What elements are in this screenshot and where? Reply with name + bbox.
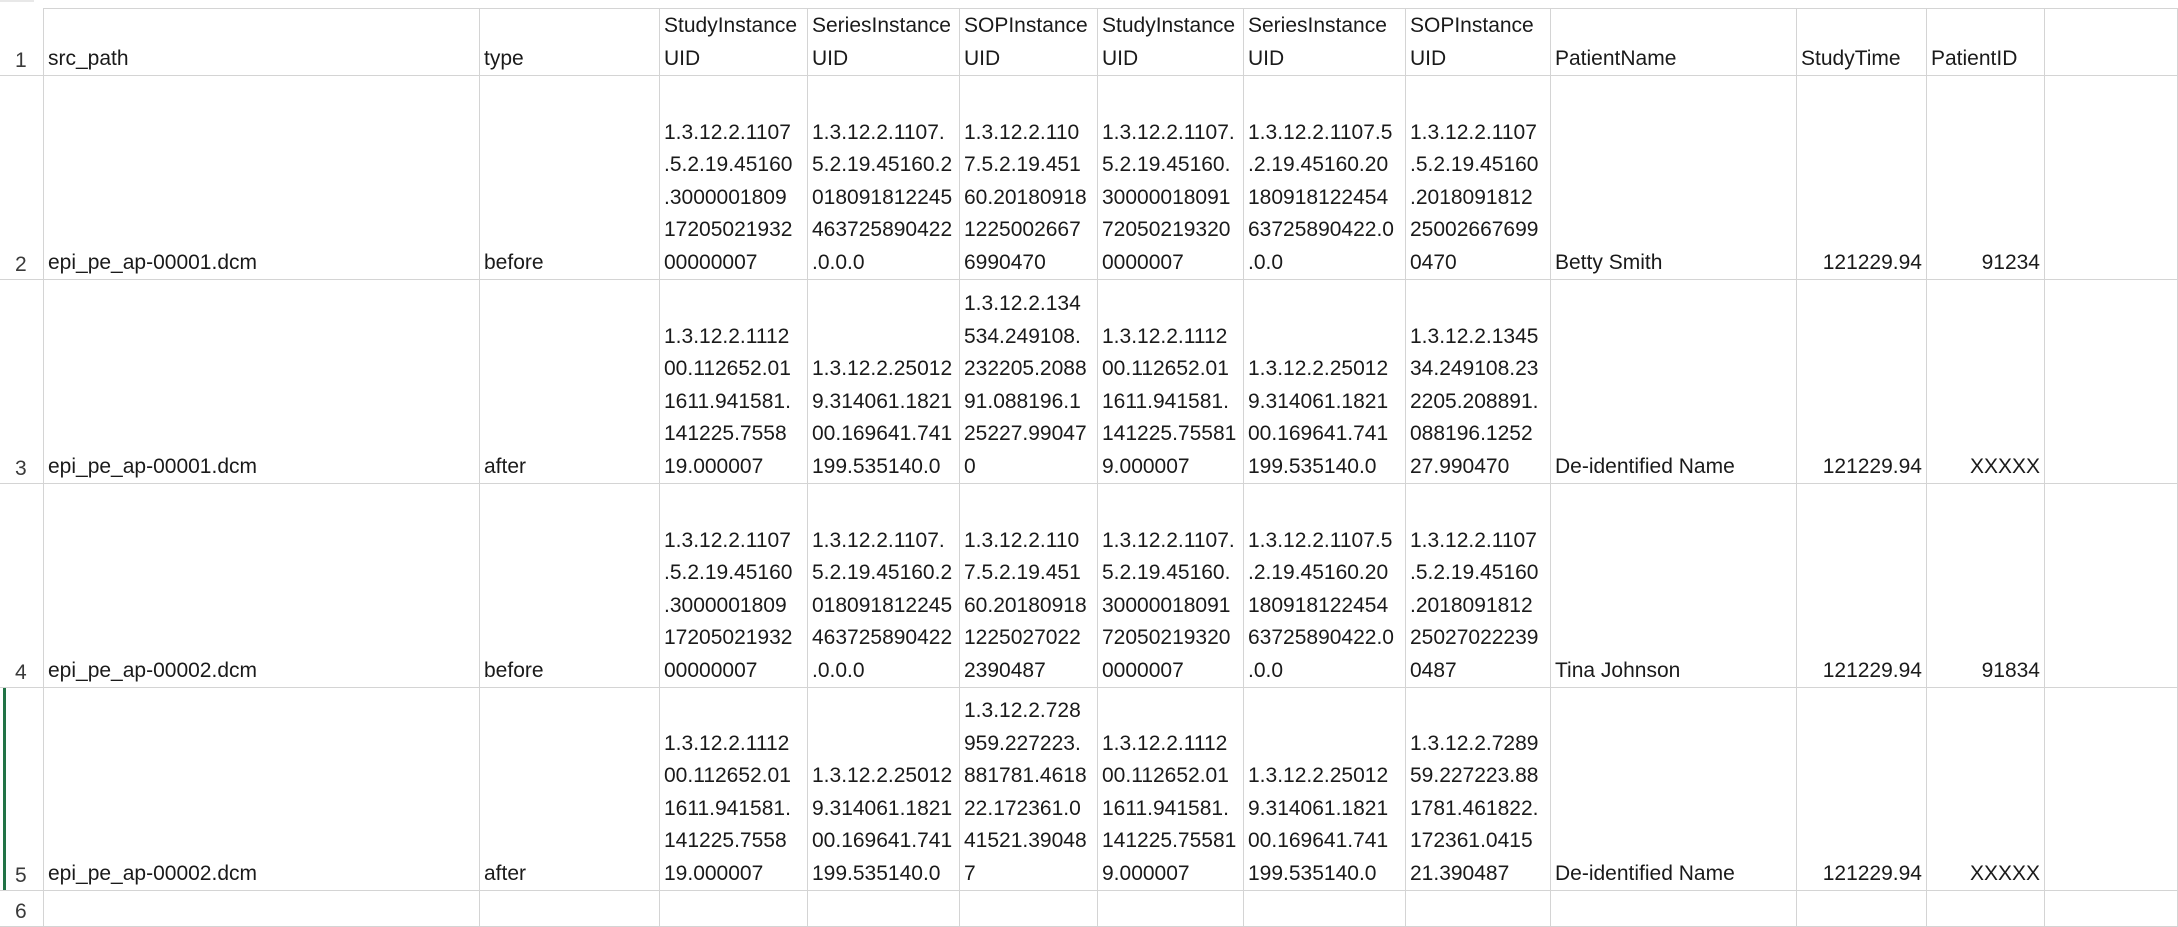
row-number[interactable]: 1	[0, 8, 44, 76]
active-row-marker	[3, 688, 6, 890]
table-cell[interactable]: XXXXX	[1927, 688, 2045, 891]
table-cell[interactable]: 1.3.12.2.1107.5 .2.19.45160.20 180918122454 63725890422.0 .0.0	[1244, 76, 1406, 280]
table-cell[interactable]: epi_pe_ap-00001.dcm	[44, 76, 480, 280]
table-cell[interactable]: 1.3.12.2.7289 59.227223.88 1781.461822. 172361.0415 21.390487	[1406, 688, 1551, 891]
table-cell[interactable]	[808, 891, 960, 927]
table-cell[interactable]	[2045, 76, 2178, 280]
header-cell[interactable]: type	[480, 8, 660, 76]
table-cell[interactable]: 1.3.12.2.1107 .5.2.19.45160 .3000001809 17205021932 00000007	[660, 76, 808, 280]
header-cell[interactable]	[2045, 8, 2178, 76]
table-cell[interactable]: De-identified Name	[1551, 688, 1797, 891]
table-cell[interactable]: epi_pe_ap-00002.dcm	[44, 688, 480, 891]
table-cell[interactable]: Betty Smith	[1551, 76, 1797, 280]
table-cell[interactable]: De-identified Name	[1551, 280, 1797, 484]
table-cell[interactable]: 1.3.12.2.728 959.227223. 881781.4618 22.172361.0 41521.39048 7	[960, 688, 1098, 891]
table-cell[interactable]	[480, 891, 660, 927]
header-cell[interactable]: PatientName	[1551, 8, 1797, 76]
table-cell[interactable]: 1.3.12.2.25012 9.314061.1821 00.169641.741 199.535140.0	[1244, 688, 1406, 891]
table-cell[interactable]	[1797, 891, 1927, 927]
table-cell[interactable]: 1.3.12.2.1107 .5.2.19.45160 .3000001809 17205021932 00000007	[660, 484, 808, 688]
table-cell[interactable]	[2045, 280, 2178, 484]
table-cell[interactable]: epi_pe_ap-00002.dcm	[44, 484, 480, 688]
table-cell[interactable]	[1927, 891, 2045, 927]
table-cell[interactable]	[2045, 688, 2178, 891]
table-cell[interactable]: 1.3.12.2.1112 00.112652.01 1611.941581. 141225.7558 19.000007	[660, 688, 808, 891]
table-cell[interactable]: Tina Johnson	[1551, 484, 1797, 688]
header-cell[interactable]: PatientID	[1927, 8, 2045, 76]
table-cell[interactable]	[660, 891, 808, 927]
table-cell[interactable]: 1.3.12.2.134 534.249108. 232205.2088 91.088196.1 25227.99047 0	[960, 280, 1098, 484]
table-cell[interactable]: 1.3.12.2.110 7.5.2.19.451 60.20180918 1225002667 6990470	[960, 76, 1098, 280]
table-cell[interactable]: 121229.94	[1797, 280, 1927, 484]
header-cell[interactable]: StudyInstance UID	[660, 8, 808, 76]
table-cell[interactable]: 1.3.12.2.25012 9.314061.1821 00.169641.741 199.535140.0	[808, 688, 960, 891]
table-cell[interactable]: 1.3.12.2.1107. 5.2.19.45160. 30000018091 72050219320 0000007	[1098, 76, 1244, 280]
row-number[interactable]: 2	[0, 76, 44, 280]
table-cell[interactable]: 1.3.12.2.25012 9.314061.1821 00.169641.741 199.535140.0	[1244, 280, 1406, 484]
table-cell[interactable]: before	[480, 484, 660, 688]
table-cell[interactable]: 1.3.12.2.25012 9.314061.1821 00.169641.741 199.535140.0	[808, 280, 960, 484]
table-cell[interactable]: 1.3.12.2.1107 .5.2.19.45160 .2018091812 25002667699 0470	[1406, 76, 1551, 280]
row-number[interactable]: 6	[0, 891, 44, 927]
table-cell[interactable]: 1.3.12.2.1107.5 .2.19.45160.20 180918122454 63725890422.0 .0.0	[1244, 484, 1406, 688]
row-number[interactable]: 4	[0, 484, 44, 688]
header-cell[interactable]: StudyTime	[1797, 8, 1927, 76]
table-cell[interactable]: 91834	[1927, 484, 2045, 688]
table-cell[interactable]: after	[480, 688, 660, 891]
table-cell[interactable]	[960, 891, 1098, 927]
table-cell[interactable]	[1244, 891, 1406, 927]
table-cell[interactable]: XXXXX	[1927, 280, 2045, 484]
header-cell[interactable]: StudyInstance UID	[1098, 8, 1244, 76]
table-cell[interactable]: 1.3.12.2.1107 .5.2.19.45160 .2018091812 25027022239 0487	[1406, 484, 1551, 688]
header-cell[interactable]: SOPInstance UID	[960, 8, 1098, 76]
header-cell[interactable]: SeriesInstance UID	[1244, 8, 1406, 76]
row-number[interactable]: 5	[0, 688, 44, 891]
table-cell[interactable]	[1406, 891, 1551, 927]
table-cell[interactable]: 1.3.12.2.1107. 5.2.19.45160.2 018091812245 463725890422 .0.0.0	[808, 484, 960, 688]
select-all-corner[interactable]	[0, 0, 34, 2]
header-cell[interactable]: SeriesInstance UID	[808, 8, 960, 76]
table-cell[interactable]: 121229.94	[1797, 484, 1927, 688]
table-cell[interactable]	[2045, 484, 2178, 688]
table-cell[interactable]	[44, 891, 480, 927]
table-cell[interactable]: after	[480, 280, 660, 484]
table-cell[interactable]: 1.3.12.2.1112 00.112652.01 1611.941581. 141225.75581 9.000007	[1098, 688, 1244, 891]
table-cell[interactable]: 91234	[1927, 76, 2045, 280]
table-cell[interactable]: 1.3.12.2.1112 00.112652.01 1611.941581. 141225.75581 9.000007	[1098, 280, 1244, 484]
table-cell[interactable]: 1.3.12.2.1112 00.112652.01 1611.941581. 141225.7558 19.000007	[660, 280, 808, 484]
header-cell[interactable]: src_path	[44, 8, 480, 76]
table-cell[interactable]: 1.3.12.2.110 7.5.2.19.451 60.20180918 1225027022 2390487	[960, 484, 1098, 688]
table-cell[interactable]: 1.3.12.2.1345 34.249108.23 2205.208891. 088196.1252 27.990470	[1406, 280, 1551, 484]
table-cell[interactable]	[1098, 891, 1244, 927]
table-cell[interactable]: 1.3.12.2.1107. 5.2.19.45160.2 018091812245 463725890422 .0.0.0	[808, 76, 960, 280]
table-cell[interactable]: 1.3.12.2.1107. 5.2.19.45160. 30000018091 72050219320 0000007	[1098, 484, 1244, 688]
table-cell[interactable]: 121229.94	[1797, 688, 1927, 891]
header-cell[interactable]: SOPInstance UID	[1406, 8, 1551, 76]
table-cell[interactable]: before	[480, 76, 660, 280]
table-cell[interactable]: 121229.94	[1797, 76, 1927, 280]
table-cell[interactable]: epi_pe_ap-00001.dcm	[44, 280, 480, 484]
table-cell[interactable]	[1551, 891, 1797, 927]
table-cell[interactable]	[2045, 891, 2178, 927]
row-number[interactable]: 3	[0, 280, 44, 484]
